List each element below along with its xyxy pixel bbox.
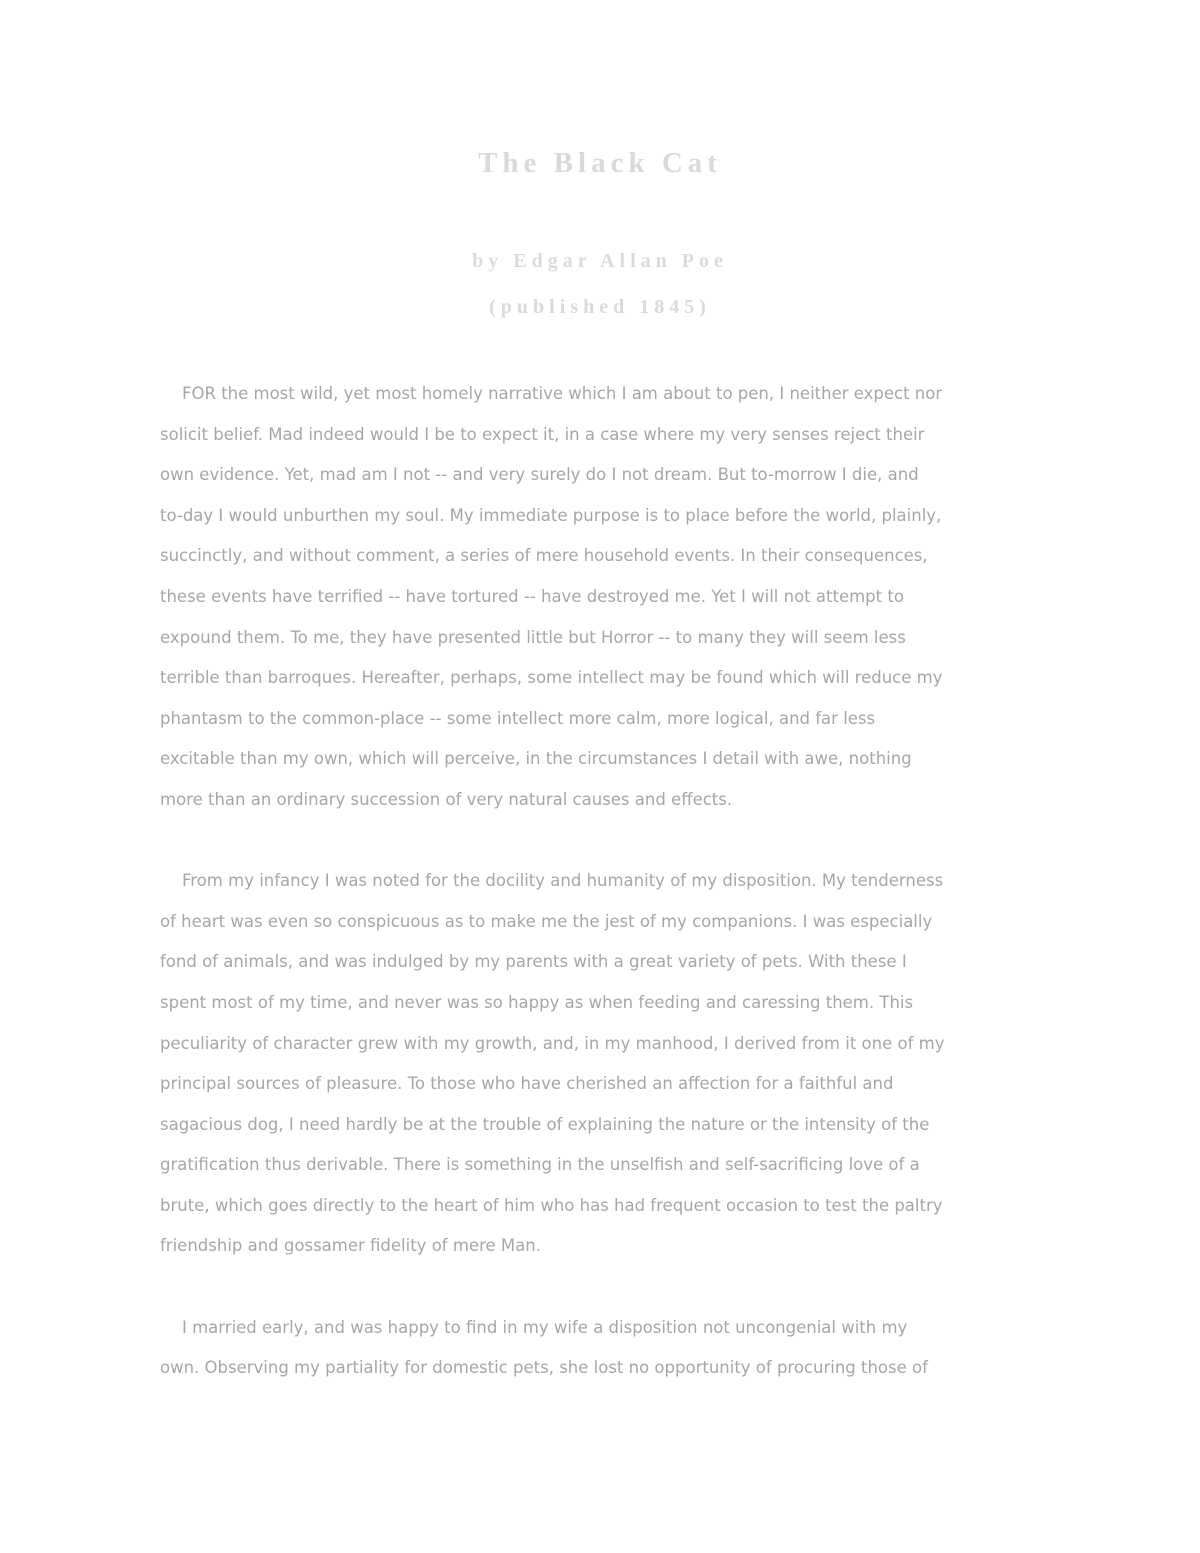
text-line: sagacious dog, I need hardly be at the trouble of explaining the nature or the intensity of the bbox=[160, 1114, 930, 1134]
text-line: brute, which goes directly to the heart of him who has had frequent occasion to test the paltry bbox=[160, 1195, 943, 1215]
publication-date: (published 1845) bbox=[489, 296, 711, 318]
text-line: succinctly, and without comment, a series of mere household events. In their consequences, bbox=[160, 546, 928, 566]
text-line: peculiarity of character grew with my growth, and, in my manhood, I derived from it one of my bbox=[160, 1033, 945, 1053]
text-line: fond of animals, and was indulged by my parents with a great variety of pets. With these I bbox=[160, 952, 907, 972]
text-line: gratification thus derivable. There is something in the unselfish and self-sacrificing love of a bbox=[160, 1155, 920, 1175]
text-line: solicit belief. Mad indeed would I be to expect it, in a case where my very senses reject their bbox=[160, 424, 925, 444]
paragraph-3 bbox=[160, 1308, 1060, 1389]
paragraph-1 bbox=[160, 374, 1060, 821]
text-line: friendship and gossamer fidelity of mere Man. bbox=[160, 1236, 541, 1256]
text-line: FOR the most wild, yet most homely narrative which I am about to pen, I neither expect nor bbox=[182, 384, 943, 403]
text-line: I married early, and was happy to find in my wife a disposition not uncongenial with my bbox=[182, 1317, 908, 1337]
text-line: to-day I would unburthen my soul. My immediate purpose is to place before the world, plainly, bbox=[160, 505, 942, 525]
text-line: phantasm to the common-place -- some intellect more calm, more logical, and far less bbox=[160, 708, 876, 728]
text-line: expound them. To me, they have presented little but Horror -- to many they will seem less bbox=[160, 627, 906, 647]
text-line: more than an ordinary succession of very natural causes and effects. bbox=[160, 789, 733, 809]
text-line: spent most of my time, and never was so happy as when feeding and caressing them. This bbox=[160, 992, 914, 1012]
text-line: of heart was even so conspicuous as to make me the jest of my companions. I was especially bbox=[160, 911, 933, 931]
text-line: From my infancy I was noted for the docility and humanity of my disposition. My tenderness bbox=[182, 871, 944, 891]
page-title: The Black Cat bbox=[478, 147, 722, 179]
text-line: these events have terrified -- have tortured -- have destroyed me. Yet I will not attempt to bbox=[160, 586, 904, 606]
text-line: principal sources of pleasure. To those who have cherished an affection for a faithful and bbox=[160, 1074, 894, 1094]
text-line: excitable than my own, which will perceive, in the circumstances I detail with awe, nothing bbox=[160, 749, 912, 769]
text-line: terrible than barroques. Hereafter, perhaps, some intellect may be found which will reduce my bbox=[160, 668, 943, 688]
text-line: own. Observing my partiality for domestic pets, she lost no opportunity of procuring those of bbox=[160, 1358, 928, 1378]
author-byline: by Edgar Allan Poe bbox=[472, 250, 728, 272]
story-body bbox=[160, 374, 1060, 1429]
paragraph-2 bbox=[160, 861, 1060, 1267]
text-line: own evidence. Yet, mad am I not -- and very surely do I not dream. But to-morrow I die, and bbox=[160, 465, 919, 485]
